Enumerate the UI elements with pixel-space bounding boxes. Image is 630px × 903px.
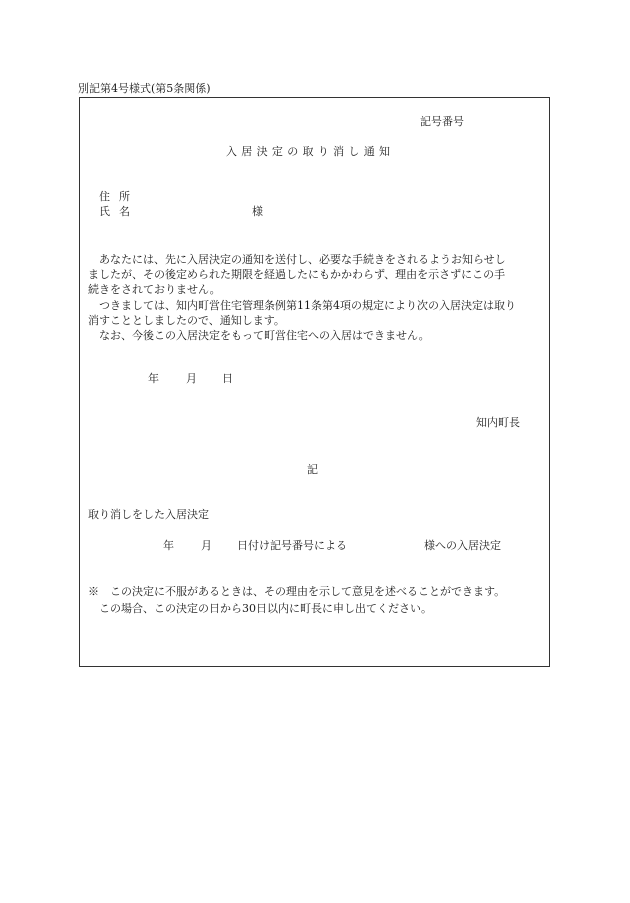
issuer-label: 知内町長 [476, 416, 520, 429]
cancelled-decision-heading: 取り消しをした入居決定 [88, 508, 209, 521]
form-number-label: 別記第4号様式(第5条関係) [78, 82, 211, 95]
body-line: ましたが、その後定められた期限を経過したにもかかわらず、理由を示さずにこの手 [88, 268, 506, 282]
appeal-note [88, 584, 505, 617]
record-label: 記 [307, 463, 318, 476]
body-line: あなたには、先に入居決定の通知を送付し、必要な手続きをされるようお知らせし [88, 253, 506, 266]
cancelled-year: 年 [163, 539, 174, 552]
document-title: 入居決定の取り消し通知 [226, 145, 395, 158]
body-line: つきましては、知内町営住宅管理条例第11条第4項の規定により次の入居決定は取り [88, 298, 516, 312]
honorific-label: 様 [252, 205, 263, 218]
cancelled-dated-number: 日付け記号番号による [237, 539, 347, 552]
issue-date-year: 年 [148, 372, 159, 385]
cancelled-month: 月 [201, 539, 212, 552]
notice-body [88, 252, 550, 343]
cancelled-decision-line [163, 540, 501, 551]
name-label: 氏名 [99, 205, 139, 218]
issue-date [148, 373, 233, 384]
issue-date-month: 月 [186, 372, 197, 385]
cancelled-suffix: 様への入居決定 [424, 539, 501, 552]
document-number-label: 記号番号 [420, 115, 464, 128]
body-line: 続きをされておりません。 [88, 283, 221, 297]
body-line: なお、今後この入居決定をもって町営住宅への入居はできません。 [88, 329, 430, 343]
issue-date-day: 日 [222, 372, 233, 385]
note-line: ※ この決定に不服があるときは、その理由を示して意見を述べることができます。 [88, 585, 506, 598]
body-line: 消すこととしましたので、通知します。 [88, 313, 285, 327]
note-line: この場合、この決定の日から30日以内に町長に申し出てください。 [88, 601, 432, 615]
address-label: 住所 [99, 190, 139, 203]
